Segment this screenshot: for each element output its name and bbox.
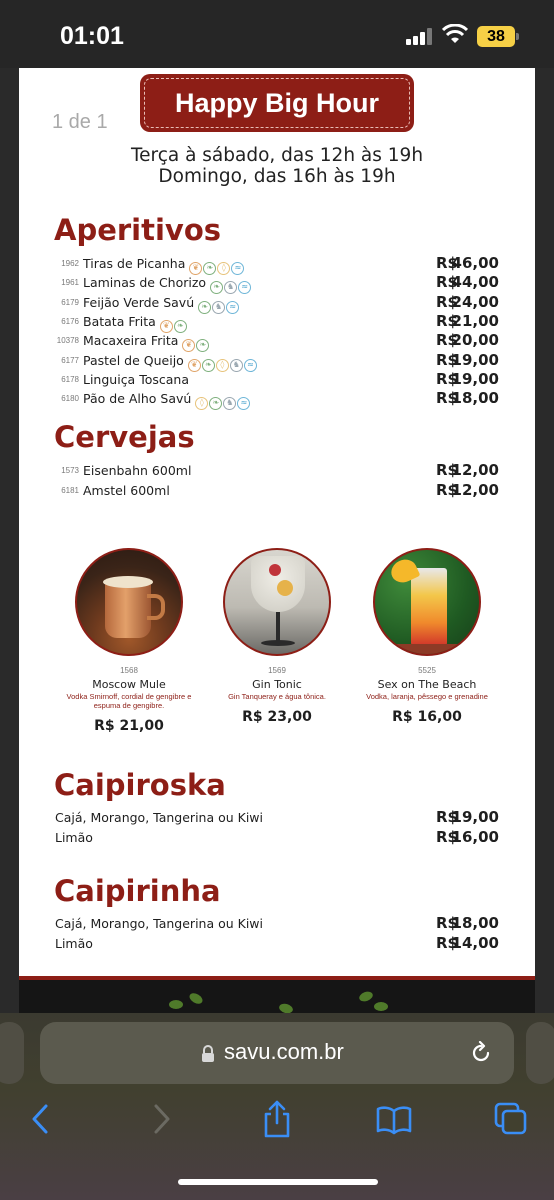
cellular-signal-icon	[406, 27, 432, 45]
item-code: 6178	[61, 374, 79, 384]
web-page[interactable]	[0, 68, 554, 1013]
item-name-text: Linguiça Toscana	[83, 371, 189, 387]
drink-name: Sex on The Beach	[377, 678, 477, 691]
item-code: 6176	[61, 316, 79, 326]
share-icon[interactable]	[261, 1099, 293, 1139]
item-code: 6181	[61, 485, 79, 495]
drink-gin-tonic	[207, 548, 347, 725]
animal-icon: ♞	[230, 359, 243, 372]
tabs-icon[interactable]	[494, 1102, 528, 1136]
fish-icon: ≈	[237, 397, 250, 410]
item-name-text: Batata Frita	[83, 313, 156, 329]
menu-item-row	[55, 462, 499, 481]
section-title-aperitivos: Aperitivos	[54, 213, 222, 247]
drink-name: Moscow Mule	[92, 678, 166, 691]
schedule-weekdays: Terça à sábado, das 12h às 19h	[130, 145, 424, 166]
item-name-text: Limão	[55, 829, 93, 845]
item-code: 1573	[61, 466, 79, 475]
item-name	[83, 275, 252, 294]
gluten-icon: ❦	[160, 320, 173, 333]
veg-icon: ❧	[209, 397, 222, 410]
veg-icon: ❧	[174, 320, 187, 333]
item-name	[83, 483, 170, 498]
item-name	[55, 936, 93, 951]
item-name	[83, 314, 188, 333]
item-price: 19,00	[451, 808, 499, 826]
section-title-cervejas: Cervejas	[54, 420, 195, 454]
item-price: 21,00	[451, 311, 499, 330]
price-currency: R$	[436, 808, 458, 826]
home-indicator	[178, 1179, 378, 1185]
price-currency: R$	[436, 461, 458, 479]
menu-image	[19, 68, 535, 976]
item-price: 46,00	[451, 254, 499, 272]
item-name-text: Pão de Alho Savú	[83, 391, 192, 407]
previous-tab-preview[interactable]	[0, 1022, 24, 1084]
browser-chrome	[0, 1013, 554, 1200]
price-currency: R$	[436, 389, 458, 408]
item-price: 12,00	[451, 480, 499, 499]
gluten-icon: ❦	[182, 339, 195, 352]
menu-item-row	[55, 482, 499, 501]
item-name-text: Cajá, Morango, Tangerina ou Kiwi	[55, 810, 264, 825]
gluten-icon: ❦	[188, 359, 201, 372]
lock-icon	[201, 1045, 215, 1063]
allergen-icons	[160, 316, 188, 333]
menu-item-row	[55, 255, 499, 274]
item-name-text: Laminas de Chorizo	[83, 275, 207, 291]
price-currency: R$	[436, 292, 458, 311]
drink-description: Vodka Smirnoff, cordial de gengibre e espuma de gengibre.	[66, 692, 192, 710]
fish-icon: ≈	[238, 281, 251, 294]
allergen-icons	[188, 355, 258, 372]
item-name-text: Amstel 600ml	[83, 482, 170, 498]
veg-icon: ❧	[196, 339, 209, 352]
drink-price: R$ 21,00	[94, 718, 164, 734]
next-tab-preview[interactable]	[526, 1022, 554, 1084]
item-code: 1962	[61, 259, 79, 268]
item-price: 19,00	[451, 369, 499, 388]
drink-sex-on-the-beach	[357, 548, 497, 725]
price-currency: R$	[436, 331, 458, 350]
item-name	[55, 810, 263, 825]
item-name-text: Macaxeira Frita	[83, 333, 179, 349]
item-price: 24,00	[451, 292, 499, 311]
item-name	[83, 391, 251, 410]
menu-item-row	[55, 915, 499, 934]
item-price: 44,00	[451, 273, 499, 292]
drink-price: R$ 23,00	[242, 709, 312, 725]
item-name	[55, 916, 263, 931]
section-title-caipiroska: Caipiroska	[54, 768, 226, 802]
lactose-icon: ◊	[195, 397, 208, 410]
drink-code: 1569	[268, 666, 286, 675]
item-code: 6177	[61, 355, 79, 365]
drink-code: 1568	[120, 666, 138, 675]
page-counter: 1 de 1	[52, 111, 108, 133]
section-title-caipirinha: Caipirinha	[54, 874, 221, 908]
item-name	[55, 830, 93, 845]
menu-item-row	[55, 294, 499, 313]
gluten-icon: ❦	[189, 262, 202, 275]
price-currency: R$	[436, 350, 458, 369]
item-name	[83, 372, 189, 387]
battery-icon: 38	[477, 26, 515, 47]
lactose-icon: ◊	[217, 262, 230, 275]
item-code: 6179	[61, 297, 79, 307]
forward-icon[interactable]	[150, 1103, 172, 1135]
reload-icon[interactable]	[469, 1041, 493, 1065]
menu-item-row	[55, 829, 499, 848]
lactose-icon: ◊	[216, 359, 229, 372]
bookmarks-icon[interactable]	[376, 1105, 412, 1135]
price-currency: R$	[436, 254, 458, 272]
price-currency: R$	[436, 369, 458, 388]
item-price: 18,00	[451, 914, 499, 932]
status-bar	[0, 0, 554, 68]
menu-item-row	[55, 390, 499, 409]
status-time: 01:01	[60, 22, 124, 50]
menu-item-row	[55, 352, 499, 371]
allergen-icons	[195, 393, 251, 410]
allergen-icons	[182, 335, 210, 352]
item-name-text: Cajá, Morango, Tangerina ou Kiwi	[55, 916, 264, 931]
allergen-icons	[198, 297, 240, 314]
item-code: 6180	[61, 394, 79, 404]
address-bar[interactable]	[40, 1022, 514, 1084]
veg-icon: ❧	[210, 281, 223, 294]
drink-description: Gin Tanqueray e água tônica.	[228, 692, 326, 701]
price-currency: R$	[436, 827, 458, 846]
menu-title: Happy Big Hour	[174, 88, 379, 118]
drink-code: 5525	[418, 666, 436, 675]
next-image-preview	[19, 980, 535, 1013]
item-name-text: Tiras de Picanha	[83, 256, 186, 271]
price-currency: R$	[436, 311, 458, 330]
allergen-icons	[210, 277, 252, 294]
item-code: 1961	[61, 278, 79, 288]
veg-icon: ❧	[202, 359, 215, 372]
item-name	[83, 295, 240, 314]
veg-icon: ❧	[198, 301, 211, 314]
fish-icon: ≈	[231, 262, 244, 275]
price-currency: R$	[436, 933, 458, 952]
veg-icon: ❧	[203, 262, 216, 275]
fish-icon: ≈	[244, 359, 257, 372]
item-code: 10378	[56, 336, 79, 346]
url-text: savu.com.br	[224, 1039, 344, 1064]
animal-icon: ♞	[223, 397, 236, 410]
menu-item-row	[55, 809, 499, 828]
price-currency: R$	[436, 273, 458, 292]
animal-icon: ♞	[224, 281, 237, 294]
back-icon[interactable]	[30, 1103, 52, 1135]
menu-item-row	[55, 332, 499, 351]
drink-moscow-mule	[59, 548, 199, 734]
item-name-text: Eisenbahn 600ml	[83, 463, 192, 478]
item-price: 12,00	[451, 461, 499, 479]
price-currency: R$	[436, 480, 458, 499]
item-price: 18,00	[451, 389, 499, 408]
item-name	[83, 463, 191, 478]
drink-name: Gin Tonic	[252, 678, 302, 691]
item-name	[83, 256, 245, 275]
item-price: 20,00	[451, 331, 499, 350]
item-name-text: Limão	[55, 935, 93, 951]
menu-item-row	[55, 313, 499, 332]
item-name	[83, 353, 258, 372]
item-price: 16,00	[451, 827, 499, 846]
menu-item-row	[55, 935, 499, 954]
item-name-text: Feijão Verde Savú	[83, 294, 195, 310]
drink-photo-gin-tonic	[223, 548, 331, 656]
schedule-sunday: Domingo, das 16h às 19h	[158, 166, 396, 187]
item-price: 19,00	[451, 350, 499, 369]
item-price: 14,00	[451, 933, 499, 952]
animal-icon: ♞	[212, 301, 225, 314]
drink-price: R$ 16,00	[392, 709, 462, 725]
drink-photo-moscow-mule	[75, 548, 183, 656]
drink-photo-sex-on-the-beach	[373, 548, 481, 656]
drink-description: Vodka, laranja, pêssego e grenadine	[366, 692, 488, 701]
title-badge	[140, 74, 414, 132]
item-name-text: Pastel de Queijo	[83, 352, 184, 368]
allergen-icons	[189, 258, 245, 275]
item-name	[83, 333, 210, 352]
menu-item-row	[55, 371, 499, 390]
fish-icon: ≈	[226, 301, 239, 314]
menu-item-row	[55, 274, 499, 293]
wifi-icon	[442, 24, 468, 44]
price-currency: R$	[436, 914, 458, 932]
